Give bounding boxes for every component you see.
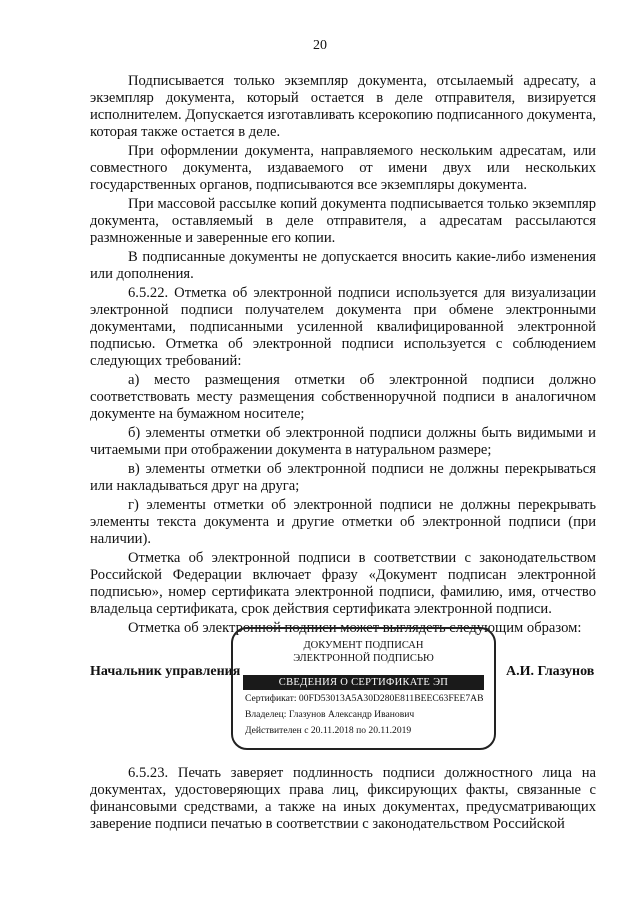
paragraph-signature-mark-contents: Отметка об электронной подписи в соответствии с законодательством Российской Федерации включает фразу «Документ подписан электронной подписью», номер сертификата электронной подписи, фамилию, имя, отчество владельца сертификата, срок действия сертификата электронной подписи. <box>90 550 596 617</box>
stamp-certificate-header: СВЕДЕНИЯ О СЕРТИФИКАТЕ ЭП <box>243 675 484 690</box>
stamp-heading <box>233 639 494 665</box>
signer-name: А.И. Глазунов <box>506 664 595 679</box>
paragraph-requirement-a: а) место размещения отметки об электронной подписи должно соответствовать месту размещения собственноручной подписи в аналогичном документе на бумажном носителе; <box>90 372 596 422</box>
stamp-heading-line-2: ЭЛЕКТРОННОЙ ПОДПИСЬЮ <box>293 653 434 664</box>
stamp-heading-line-1: ДОКУМЕНТ ПОДПИСАН <box>303 640 424 651</box>
page-number: 20 <box>313 38 327 53</box>
stamp-certificate-number: Сертификат: 00FD53013A5A30D280E811BEEC63FEE7AB <box>245 693 484 704</box>
paragraph-signing-copy: Подписывается только экземпляр документа, отсылаемый адресату, а экземпляр документа, который остается в деле отправителя, визируется исполнителем. Допускается изготавливать ксерокопию подписанного документа, которая также остается в деле. <box>90 73 596 140</box>
paragraph-requirement-v: в) элементы отметки об электронной подписи не должны перекрываться или накладываться друг на друга; <box>90 461 596 494</box>
paragraph-6-5-22: 6.5.22. Отметка об электронной подписи используется для визуализации электронной подписи получателем документа при обмене электронными документами, подписанными усиленной квалифицированной электронной подписью. Отметка об электронной подписи используется с соблюдением следующих требований: <box>90 285 596 369</box>
paragraph-requirement-g: г) элементы отметки об электронной подписи не должны перекрывать элементы текста документа и другие отметки об электронной подписи (при наличии). <box>90 497 596 547</box>
paragraph-example-intro: Отметка об электронной подписи может выглядеть следующим образом: <box>128 620 582 636</box>
paragraph-mass-mailing: При массовой рассылке копий документа подписывается только экземпляр документа, оставляемый в деле отправителя, а адресатам рассылаются размноженные и заверенные его копии. <box>90 196 596 246</box>
document-body-top <box>90 73 596 639</box>
paragraph-requirement-b: б) элементы отметки об электронной подписи должны быть видимыми и читаемыми при отображении документа в натуральном размере; <box>90 425 596 458</box>
document-body-bottom <box>90 765 596 835</box>
electronic-signature-stamp <box>231 627 496 750</box>
paragraph-6-5-23: 6.5.23. Печать заверяет подлинность подписи должностного лица на документах, удостоверяющих права лиц, фиксирующих факты, связанные с финансовыми средствами, а также на иных документах, предусматривающих заверение подписи печатью в соответствии с законодательством Российской <box>90 765 596 832</box>
paragraph-no-changes: В подписанные документы не допускается вносить какие-либо изменения или дополнения. <box>90 249 596 282</box>
stamp-owner: Владелец: Глазунов Александр Иванович <box>245 709 415 720</box>
stamp-validity: Действителен с 20.11.2018 по 20.11.2019 <box>245 725 412 736</box>
paragraph-multiple-addressees: При оформлении документа, направляемого нескольким адресатам, или совместного документа, издаваемого от имени двух или нескольких государственных органов, подписываются все экземпляры документа. <box>90 143 596 193</box>
signer-position: Начальник управления <box>90 664 241 679</box>
